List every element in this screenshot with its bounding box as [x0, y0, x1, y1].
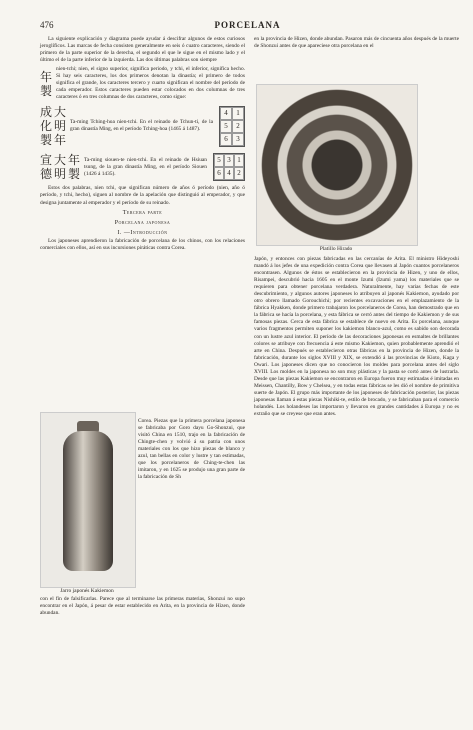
plate-caption: Platillo Hirado	[319, 246, 353, 252]
cheng-hua-glyphs: 成 化 製 大 明 年	[40, 105, 67, 148]
nian-glyph: 年	[40, 69, 53, 84]
cheng-hua-text: Ta-ming Tching-hoa nien-tchi. En el reinado de Tchun-ti, de la gran dinastía Ming, en el período Tching-hoa (1465 á 1487).	[70, 119, 213, 133]
xuan-de-sample	[40, 151, 245, 183]
xuan-de-text: Ta-ming siouen-te nien-tchi. En el reinado de Hsiuan tsung, de la gran dinastía Ming, en el período Siouen (1426 á 1435).	[84, 156, 207, 177]
nian-zhi-text: nien-tchi; nien, el signo superior, significa periodo, y tchi, el inferior, significa hecho. Si hay seis caracteres, los dos primeros denotan la dinastía; el primero de todos significa el grande, los caracteres tercero y cuarto significan el nombre del período de cada emperador. Estos caracteres pueden estar colocados en dos columnas de tres caracteres ó en tres columnas de dos caracteres, como sigue:	[56, 66, 245, 101]
cheng-hua-sample	[40, 103, 245, 149]
right-body-text: Japón, y entonces con piezas fabricadas en las cercanías de Arita. El ministro Hideyoshi mandó á los jefes de una expedición contra Corea que llevasen al Japón cuantos porcelaneros encontrasen. Algunos de éstos se establecieron en la provincia de Hizen, y uno de ellos, Risampei, descubrió hacia 1605 en el monte Izumi (Izumi yama) los materiales que se requieren para obtener porcelana verdadera. Naturalmente, hay varias fechas de este descubrimiento, y algunos autores japoneses lo atribuyen al japonés Kakiemon, ayudado por otro obrero llamado Gorouchichi; por recientes excavaciones en el emplazamiento de la fábrica Hyakken, donde primero trabajaron los porcelaneros de Corea, han demostrado que en la fábrica se hacía la porcelana, y esta fábrica se cerró antes del tiempo de Kakiemon y de sus famosas piezas. Cerca de esta fábrica se establece de nuevo en Arita. Es porcelana, aunque varios fragmentos permiten suponer los kakiemon blanco-azul, como es sabido son decorada con un lustre azul interior. El período de las decoraciones japonesas en esmaltes de brillantes colores se atribuye con frecuencia á este mismo Kakiemon, quien probablemente aprendió el arte en China. Después se establecieron otras fábricas en la provincia de Hizen, donde la fabricación, durante los siglos XVIII y XIX, se extendió á las provincias de Kioto, Kaga y Owari. Los japoneses dicen que no conocieron los moldes para porcelana antes del siglo XVIII. Los moldes en la japonesa no son muy plásticas y la pasta se cortó antes de lustrarla. Desde que las piezas Kakiemon se encontraron en Europa fueron muy estimadas é imitadas en Meissen, Chantilly, Bow y Chelsea, y en todas estas fábricas se les dió el nombre de primitiva suerte de Japón. El grupo más importante de los japoneses de fabricación posterior, las piezas japonesas llaman á estas piezas Nishiki-te, estilo de brocado, y se fabricaban para el comercio holandés. Los holandeses las importaron y llevaron en grandes cantidades á Europa y no es extraño que se creyese que eran antes.	[254, 256, 459, 418]
page-number: 476	[40, 20, 54, 30]
section-number: I. —Introducción	[117, 229, 168, 236]
jar-wrap-text: Corea. Piezas que la primera porcelana japonesa se fabricaba por Goro dayu Go-Shonzui, que visitó China en 1510, trajo en la fabricación de Chingte-chen y volvió á su patria con unos materiales con los que hizo piezas de blanco y azul, tan bellas en color y lustre y tan estimadas, que los porcelaneros de Ching-te-chen las imitaron, y en 1625 se produjo una gran parte de la fabricación de Sh	[138, 418, 245, 481]
jar-body	[63, 431, 113, 571]
section-subtitle: Porcelana japonesa	[114, 219, 171, 226]
intro2-paragraph: Los japoneses aprendieron la fabricación de porcelana de los chinos, con los relaciones comerciales con ellos, así en sus incursiones piráticas contra Corea.	[40, 237, 245, 251]
right-top-text: en la provincia de Hizen, donde abundan. Pasaron más de cincuenta años después de la muerte de Shonzui antes de que apareciese otra porcelana en el	[254, 36, 459, 50]
xuan-de-number-box: 5 3 1 6 4 2	[213, 153, 245, 181]
intro-paragraph: La siguiente explicación y diagrama puede ayudar á descifrar algunos de estos curiosos jeroglíficos. Las marcas de fecha consisten generalmente en seis ó cuatro caracteres, siendo el primero de la parte superior de la derecha, el segundo el que le sigue en el mismo lado y el último el de la parte inferior de la izquierda. Las dos últimas palabras son siempre	[40, 36, 245, 64]
cheng-hua-number-box: 4 1 5 2 6 3	[219, 106, 245, 147]
jar-illustration	[40, 412, 136, 588]
section-title: Tercera parte	[122, 209, 163, 216]
left-column	[40, 36, 245, 252]
nian-zhi-sample	[40, 66, 245, 101]
page-title: PORCELANA	[214, 20, 281, 30]
zhi-glyph: 製	[40, 83, 53, 98]
page-header	[40, 20, 455, 34]
xuan-de-glyphs: 宣 德 大 明 年 製	[40, 153, 81, 182]
closing-paragraph: Estos dos palabras, nien tchi, que significan número de años ó período (nien, año ó período, y tchi, hecho), siguen al nombre de la apelación que distinguió al emperador, y que designa juntamente al emperador y el período de su reinado.	[40, 185, 245, 206]
left-bottom-text: con el fin de falsificarlas. Parece que al terminarse las primeras materias, Shonzui no supo encontrar en el Japón, á pesar de estar establecido en Arita, en la provincia de Hizen, donde abundan.	[40, 596, 245, 617]
jar-caption: Jarro japonés Kakiemon	[60, 588, 114, 594]
plate-illustration	[256, 84, 418, 246]
nian-zhi-glyphs	[40, 70, 52, 98]
